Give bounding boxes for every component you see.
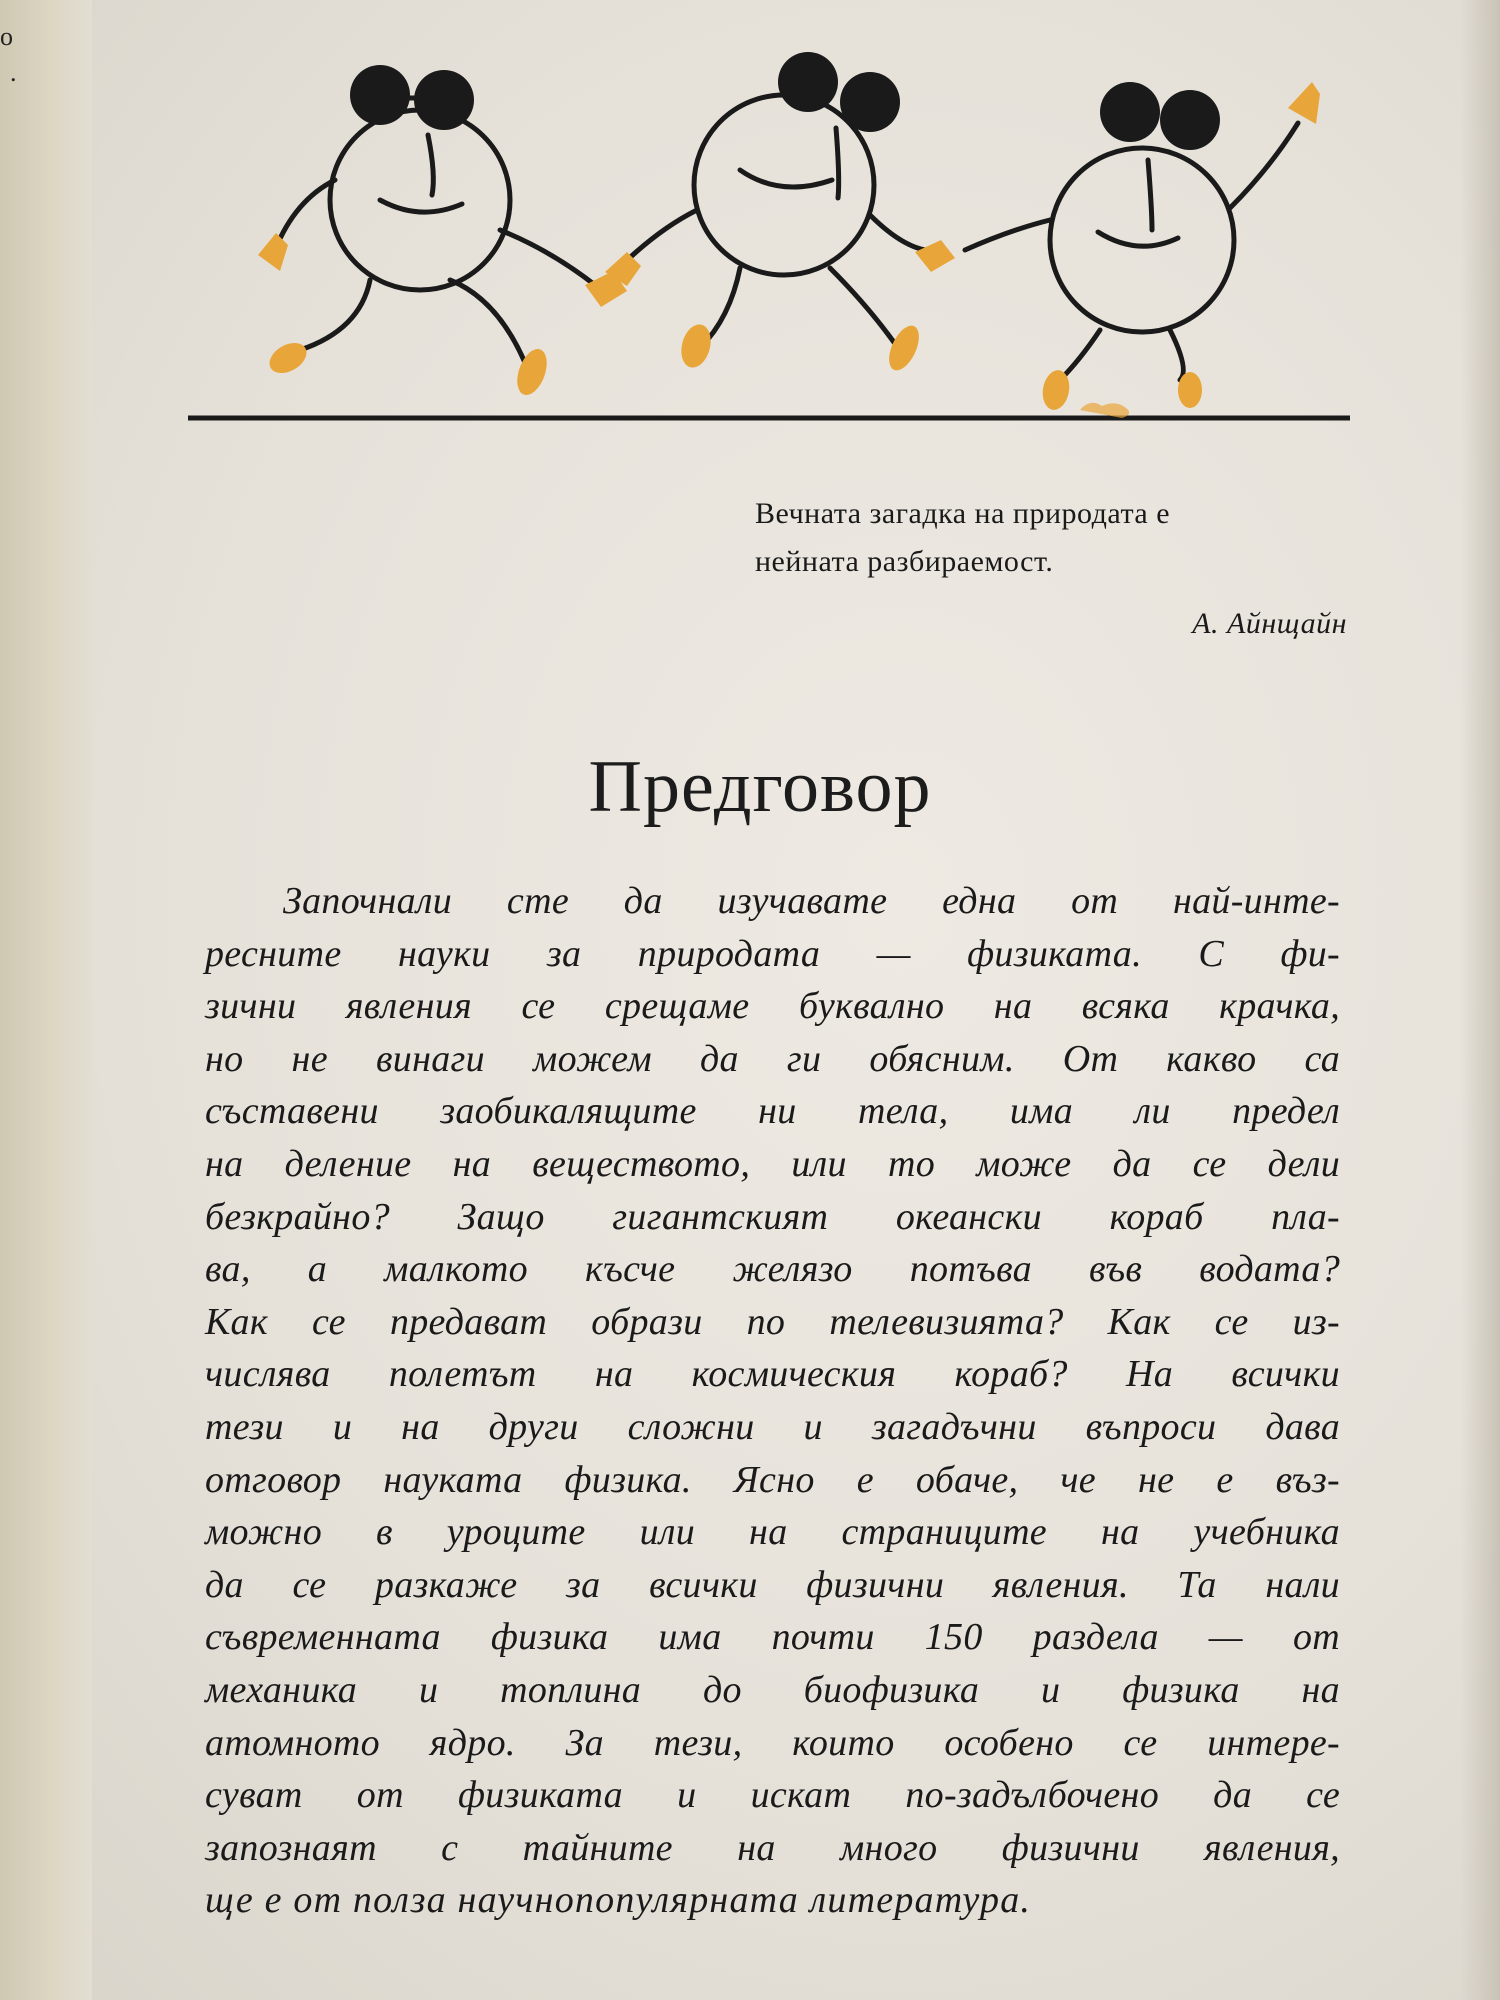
- paragraph-line: но не винаги можем да ги обясним. От какво са: [205, 1037, 1340, 1080]
- page-shadow-right: [1460, 0, 1500, 2000]
- sunglasses-lens: [414, 70, 474, 130]
- leg: [830, 268, 898, 348]
- nose: [836, 128, 839, 198]
- paragraph-line: ще е от полза научнопопулярната литература.: [205, 1879, 1032, 1922]
- foot: [677, 321, 715, 371]
- foot: [512, 345, 553, 399]
- sunglasses-lens: [350, 65, 410, 125]
- hand: [1288, 82, 1320, 124]
- foot: [883, 321, 925, 375]
- paragraph-line: можно в уроците или на страниците на учебника: [205, 1511, 1340, 1554]
- nose: [1148, 160, 1152, 230]
- paragraph-line: отговор науката физика. Ясно е обаче, че не е въз-: [205, 1458, 1340, 1501]
- leg: [300, 280, 370, 350]
- smile: [740, 170, 832, 187]
- leg: [1060, 330, 1100, 380]
- adjacent-page-letter: о: [0, 22, 13, 51]
- epigraph-line: нейната разбираемост.: [755, 545, 1054, 578]
- paragraph-line: на деление на веществото, или то може да се дели: [205, 1142, 1340, 1185]
- paragraph-line: съставени заобикалящите ни тела, има ли предел: [205, 1090, 1340, 1133]
- body-paragraph: [205, 875, 1340, 1927]
- smile: [1098, 232, 1178, 246]
- hand: [915, 240, 955, 272]
- foot: [1178, 372, 1202, 408]
- adjacent-page-edge: [0, 0, 92, 2000]
- figure-left: [258, 65, 627, 399]
- paragraph-line: Започнали сте да изучавате една от най-инте-: [283, 880, 1340, 922]
- arm: [870, 215, 925, 250]
- sunglasses-lens: [1100, 82, 1160, 142]
- smile: [380, 200, 462, 212]
- leg: [450, 280, 528, 370]
- paragraph-line: запознаят с тайните на много физични явления,: [205, 1826, 1340, 1869]
- epigraph: [755, 490, 1355, 648]
- paragraph-line: ва, а малкото късче желязо потъва във водата?: [205, 1248, 1340, 1291]
- paragraph-line: Как се предават образи по телевизията? Как се из-: [205, 1300, 1340, 1343]
- epigraph-line: Вечната загадка на природата е: [755, 497, 1171, 530]
- sunglasses-lens: [840, 72, 900, 132]
- paragraph-line: атомното ядро. За тези, които особено се интере-: [205, 1721, 1340, 1764]
- figure-right: [965, 82, 1320, 412]
- nose: [428, 135, 433, 195]
- paragraph-line: числява полетът на космическия кораб? На всички: [205, 1353, 1340, 1396]
- paragraph-line: ресните науки за природата — физиката. С фи-: [205, 932, 1340, 975]
- foot: [264, 337, 312, 380]
- paragraph-line: да се разкаже за всички физични явления. Та нали: [205, 1563, 1340, 1606]
- arm: [275, 180, 335, 250]
- sunglasses-lens: [1160, 90, 1220, 150]
- arm: [965, 220, 1050, 250]
- leg: [1170, 330, 1183, 380]
- paragraph-line: зични явления се срещаме буквално на всяка крачка,: [205, 985, 1340, 1028]
- paragraph-line: суват от физиката и искат по-задълбочено да се: [205, 1774, 1340, 1817]
- paragraph-line: тези и на други сложни и загадъчни въпроси дава: [205, 1405, 1340, 1448]
- epigraph-author: А. Айнщайн: [1192, 607, 1347, 640]
- arm: [1230, 123, 1298, 208]
- paragraph-line: съвременната физика има почти 150 раздела — от: [205, 1616, 1340, 1659]
- paragraph-line: безкрайно? Защо гигантският океански кораб пла-: [205, 1195, 1340, 1238]
- paragraph-line: механика и топлина до биофизика и физика на: [205, 1668, 1340, 1711]
- arm: [500, 230, 595, 285]
- sunglasses-lens: [778, 52, 838, 112]
- hand: [258, 233, 288, 271]
- figure-middle: [605, 52, 955, 375]
- three-walking-figures-illustration: [180, 40, 1360, 440]
- chapter-title: Предговор: [588, 746, 932, 828]
- adjacent-page-dot: .: [10, 58, 17, 87]
